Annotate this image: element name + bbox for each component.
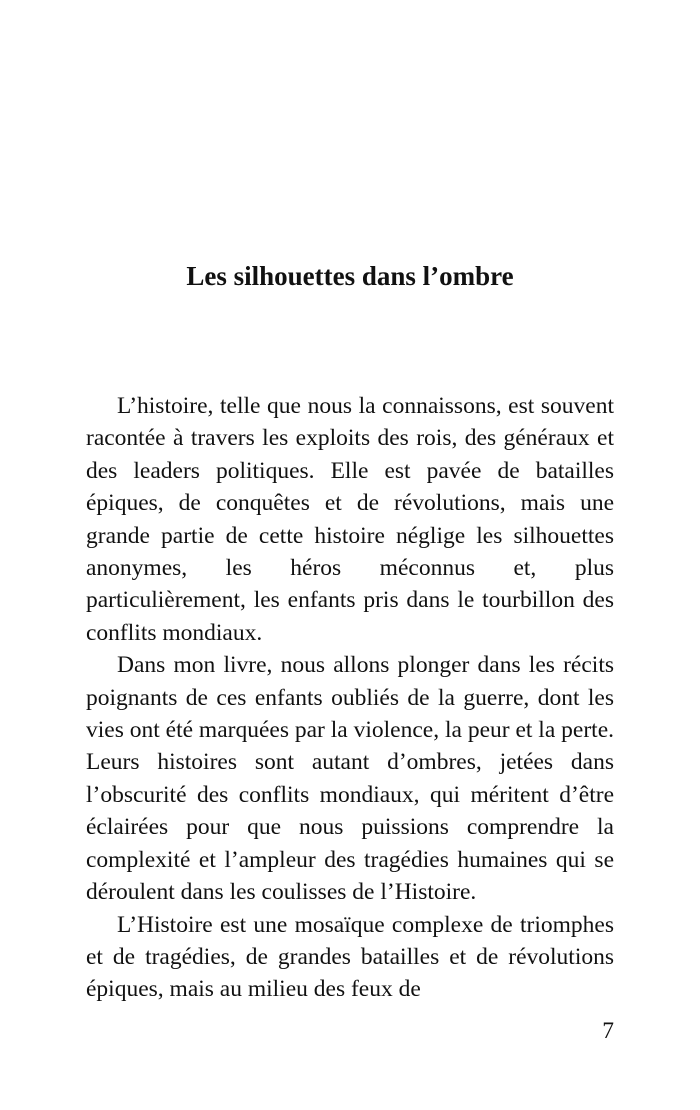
paragraph-1: L’histoire, telle que nous la connaissons, est souvent racontée à travers les exploits des rois, des généraux et des leaders politiques. Elle est pavée de batailles épiques, de conquêtes et de révolutions, mais une grande partie de cette histoire néglige les silhouettes anonymes, les héros méconnus et, plus particulièrement, les enfants pris dans le tourbillon des conflits mondiaux. bbox=[86, 393, 614, 646]
paragraph-3: L’Histoire est une mosaïque complexe de triomphes et de tragédies, de grandes batailles et de révolutions épiques, mais au milieu des feux de bbox=[86, 911, 614, 1003]
page-number: 7 bbox=[602, 1018, 614, 1044]
body-text bbox=[86, 390, 614, 1006]
chapter-title: Les silhouettes dans l’ombre bbox=[186, 261, 514, 291]
paragraph-2: Dans mon livre, nous allons plonger dans les récits poignants de ces enfants oubliés de la guerre, dont les vies ont été marquées par la violence, la peur et la perte. Leurs histoires sont autant d’ombres, jetées dans l’obscurité des conflits mondiaux, qui méritent d’être éclairées pour que nous puissions comprendre la complexité et l’ampleur des tragédies humaines qui se déroulent dans les coulisses de l’Histoire. bbox=[86, 652, 614, 906]
